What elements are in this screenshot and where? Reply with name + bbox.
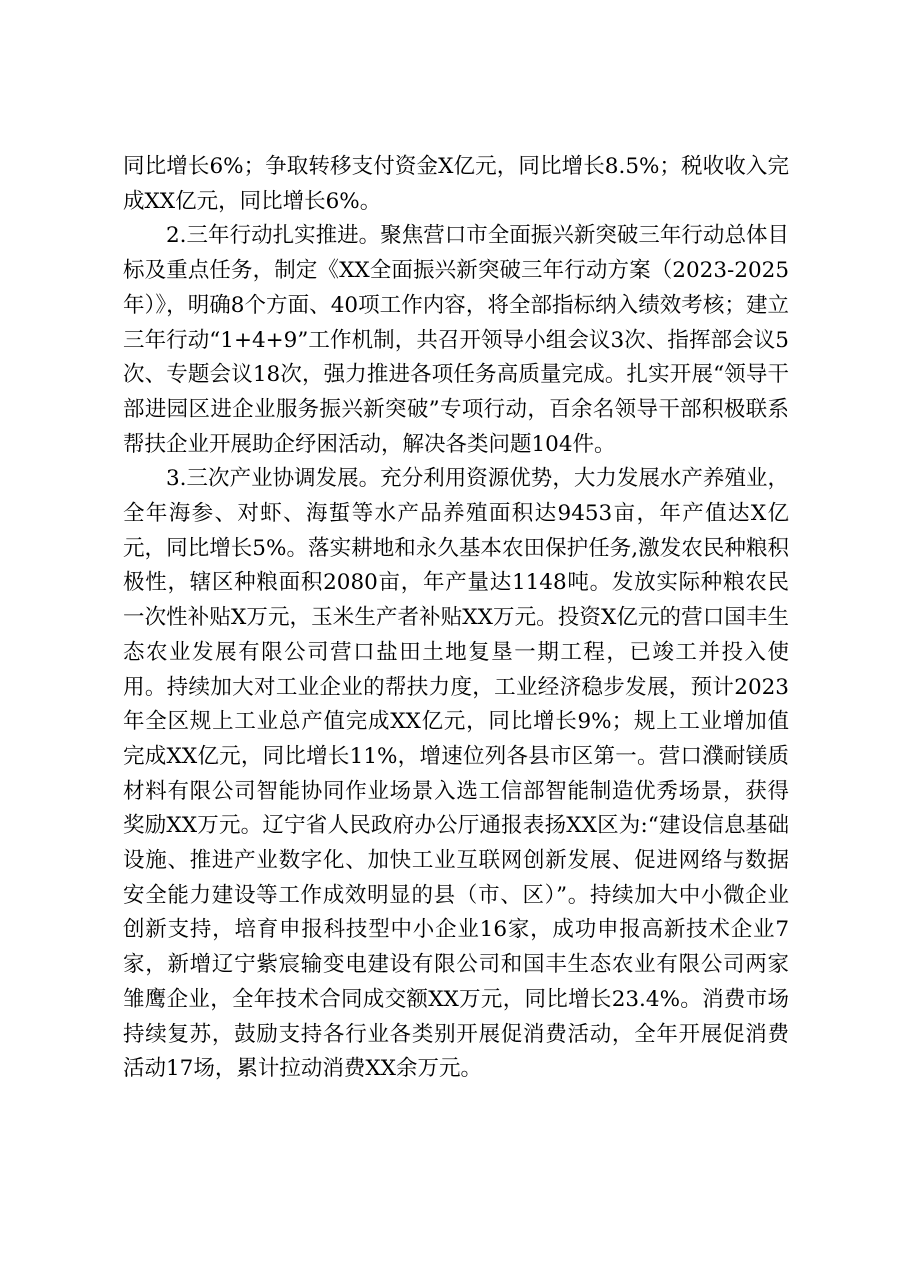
document-body	[123, 150, 789, 1087]
paragraph-three-year-action: 2.三年行动扎实推进。聚焦营口市全面振兴新突破三年行动总体目标及重点任务，制定《XX全面振兴新突破三年行动方案（2023-2025年）》，明确8个方面、40项工作内容，将全部指标纳入绩效考核；建立三年行动“1+4+9”工作机制，共召开领导小组会议3次、指挥部会议5次、专题会议18次，强力推进各项任务高质量完成。扎实开展“领导干部进园区进企业服务振兴新突破”专项行动，百余名领导干部积极联系帮扶企业开展助企纾困活动，解决各类问题104件。	[123, 223, 789, 457]
paragraph-industry-development: 3.三次产业协调发展。充分利用资源优势，大力发展水产养殖业，全年海参、对虾、海蜇等水产品养殖面积达9453亩，年产值达X亿元，同比增长5%。落实耕地和永久基本农田保护任务,激发农民种粮积极性，辖区种粮面积2080亩，年产量达1148吨。发放实际种粮农民一次性补贴X万元，玉米生产者补贴XX万元。投资X亿元的营口国丰生态农业发展有限公司营口盐田土地复垦一期工程，已竣工并投入使用。持续加大对工业企业的帮扶力度，工业经济稳步发展，预计2023年全区规上工业总产值完成XX亿元，同比增长9%；规上工业增加值完成XX亿元，同比增长11%，增速位列各县市区第一。营口濮耐镁质材料有限公司智能协同作业场景入选工信部智能制造优秀场景，获得奖励XX万元。辽宁省人民政府办公厅通报表扬XX区为:“建设信息基础设施、推进产业数字化、加快工业互联网创新发展、促进网络与数据安全能力建设等工作成效明显的县（市、区）”。持续加大中小微企业创新支持，培育申报科技型中小企业16家，成功申报高新技术企业7家，新增辽宁紫宸输变电建设有限公司和国丰生态农业有限公司两家雏鹰企业，全年技术合同成交额XX万元，同比增长23.4%。消费市场持续复苏，鼓励支持各行业各类别开展促消费活动，全年开展促消费活动17场，累计拉动消费XX余万元。	[123, 466, 789, 1082]
paragraph-continuation: 同比增长6%；争取转移支付资金X亿元，同比增长8.5%；税收收入完成XX亿元，同比增长6%。	[123, 154, 789, 214]
